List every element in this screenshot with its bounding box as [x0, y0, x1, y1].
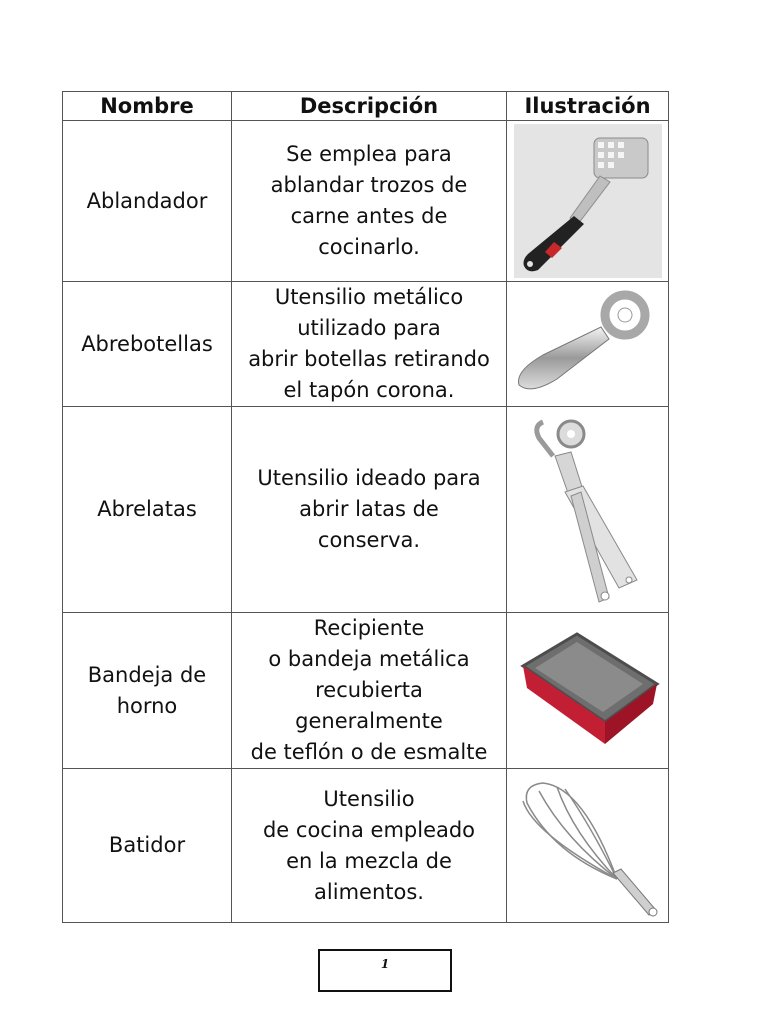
row-description: Utensilio ideado para abrir latas de conserva.: [232, 407, 507, 613]
table-row: [63, 407, 669, 613]
baking-tray-icon: [513, 626, 663, 756]
table-row: [63, 769, 669, 923]
can-opener-icon: [513, 412, 663, 608]
row-name: Batidor: [63, 769, 232, 923]
row-description: Utensilio de cocina empleado en la mezcla de alimentos.: [232, 769, 507, 923]
table-row: [63, 282, 669, 407]
row-description: Utensilio metálico utilizado para abrir botellas retirando el tapón corona.: [232, 282, 507, 407]
row-name: Ablandador: [63, 121, 232, 282]
row-description: Se emplea para ablandar trozos de carne antes de cocinarlo.: [232, 121, 507, 282]
utensils-table: [62, 91, 669, 923]
row-illustration: [507, 769, 669, 923]
row-description: Recipiente o bandeja metálica recubierta generalmente de teflón o de esmalte: [232, 613, 507, 769]
row-illustration: [507, 613, 669, 769]
header-name: Nombre: [63, 92, 232, 121]
row-illustration: [507, 282, 669, 407]
header-description: Descripción: [232, 92, 507, 121]
header-row: [63, 92, 669, 121]
row-name: Bandeja de horno: [63, 613, 232, 769]
page-number: 1: [318, 949, 452, 992]
table-row: [63, 121, 669, 282]
row-illustration: [507, 121, 669, 282]
row-illustration: [507, 407, 669, 613]
bottle-opener-icon: [513, 289, 663, 399]
meat-tenderizer-icon: [514, 124, 662, 278]
row-name: Abrelatas: [63, 407, 232, 613]
whisk-icon: [513, 773, 663, 919]
row-name: Abrebotellas: [63, 282, 232, 407]
table-row: [63, 613, 669, 769]
header-illustration: Ilustración: [507, 92, 669, 121]
